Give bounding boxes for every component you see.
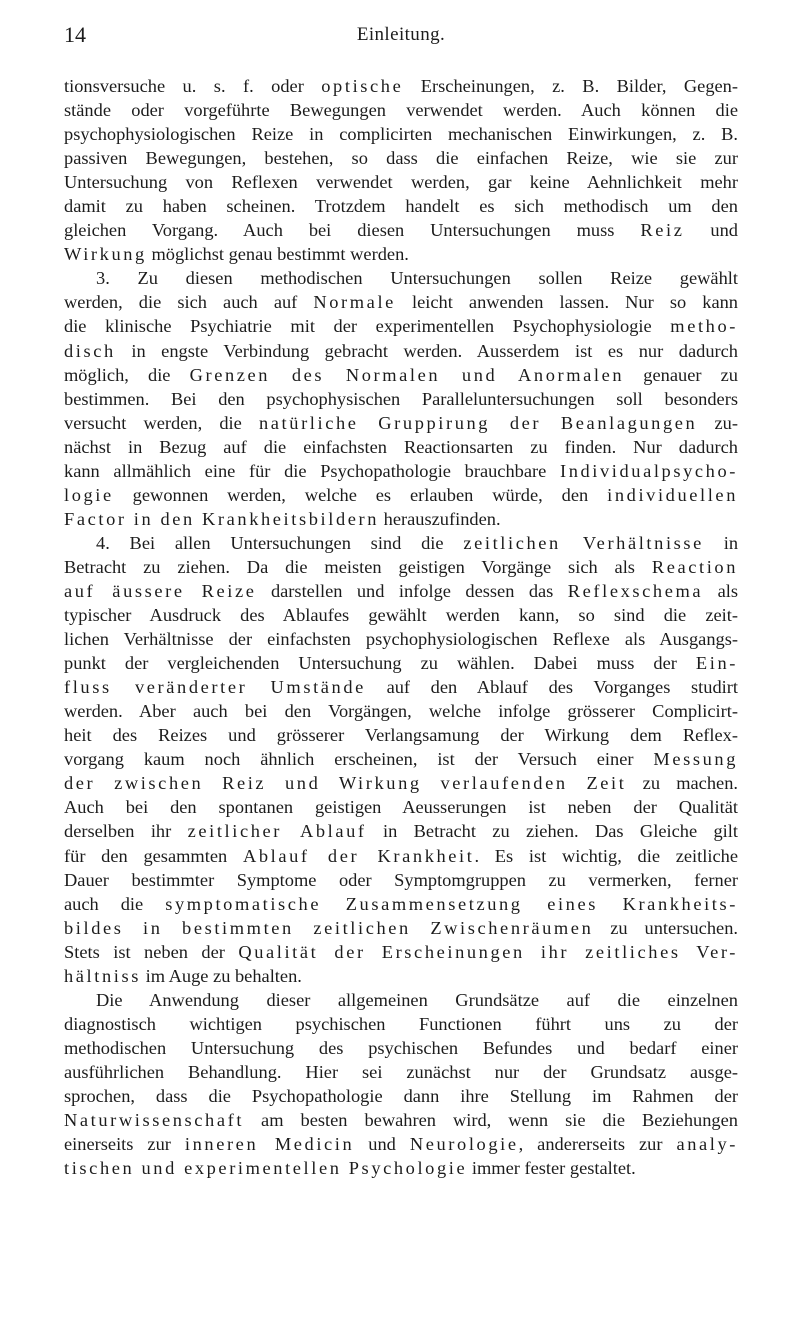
text-line (64, 483, 738, 507)
text-segment: methodischen Untersuchung des psychischen Befundes und bedarf einer (64, 1037, 738, 1058)
text-segment: gewonnen werden, welche es erlauben würde, den (113, 484, 608, 505)
running-head: Einleitung. (356, 24, 446, 45)
text-segment: diagnostisch wichtigen psychischen Functionen führt uns zu der (64, 1013, 738, 1034)
text-segment: lichen Verhältnisse der einfachsten psychophysiologischen Reflexe als Ausgangs- (64, 629, 738, 650)
text-line (64, 146, 738, 170)
text-segment: im Auge zu behalten. (141, 965, 302, 986)
text-segment: psychophysiologischen Reize in complicirten mechanischen Einwirkungen, z. B. (64, 124, 738, 145)
text-segment: leicht anwenden lassen. Nur so kann (395, 292, 738, 313)
text-line (64, 1108, 738, 1132)
text-segment: auf den Ablauf des Vorganges studirt (365, 677, 738, 698)
spaced-emphasis: Normale (313, 292, 396, 313)
spaced-emphasis: Ablauf der Krankheit (242, 845, 475, 866)
text-line (64, 579, 738, 603)
text-segment: immer fester gestaltet. (467, 1158, 636, 1179)
text-segment: . Es ist wichtig, die zeitliche (474, 845, 738, 866)
text-line (64, 795, 738, 819)
text-line (64, 964, 738, 988)
spaced-emphasis: der zwischen Reiz und Wirkung verlaufenden Zeit (64, 773, 627, 794)
text-segment: nächst in Bezug auf die einfachsten Reactionsarten zu finden. Nur dadurch (64, 436, 738, 457)
spaced-emphasis: disch (64, 340, 116, 361)
text-segment: für den gesammten (64, 845, 243, 866)
text-segment: Die Anwendung dieser allgemeinen Grundsätze auf die einzelnen (96, 989, 738, 1010)
text-line (64, 651, 738, 675)
spaced-emphasis: bildes in bestimmten zeitlichen Zwischenräumen (64, 917, 594, 938)
text-segment: Auch bei den spontanen geistigen Aeusserungen ist neben der Qualität (64, 797, 738, 818)
text-line (64, 266, 738, 290)
text-segment: 3. Zu diesen methodischen Untersuchungen sollen Reize gewählt (96, 268, 738, 289)
text-segment: Stets ist neben der (64, 941, 239, 962)
text-segment: auch die (64, 893, 166, 914)
text-line (64, 844, 738, 868)
text-line (64, 98, 738, 122)
text-segment: möglich, die (64, 364, 190, 385)
text-line (64, 603, 738, 627)
text-segment: werden. Aber auch bei den Vorgängen, welche infolge grösserer Complicirt- (64, 701, 738, 722)
text-segment: vorgang kaum noch ähnlich erscheinen, ist der Versuch einer (64, 749, 654, 770)
page-number: 14 (64, 22, 86, 47)
spaced-emphasis: tischen und experimentellen Psychologie (64, 1158, 468, 1179)
text-line (64, 1036, 738, 1060)
text-segment: als (703, 580, 738, 601)
spaced-emphasis: metho- (670, 316, 738, 337)
text-segment: derselben ihr (64, 821, 188, 842)
spaced-emphasis: Factor in den Krankheitsbildern (64, 508, 380, 529)
text-segment: tionsversuche u. s. f. oder (64, 76, 322, 96)
text-segment: Erscheinungen, z. B. Bilder, Gegen- (403, 76, 738, 96)
text-segment: Untersuchung von Reflexen verwendet werden, gar keine Aehnlichkeit mehr (64, 172, 738, 193)
text-line (64, 242, 738, 266)
text-segment: bestimmen. Bei den psychophysischen Paralleluntersuchungen soll besonders (64, 388, 738, 409)
text-line (64, 868, 738, 892)
spaced-emphasis: optische (321, 76, 404, 96)
text-segment: genauer zu (624, 364, 738, 385)
text-line (64, 507, 738, 531)
text-segment: punkt der vergleichenden Untersuchung zu wählen. Dabei muss der (64, 653, 696, 674)
text-segment: heit des Reizes und grösserer Verlangsamung der Wirkung dem Reflex- (64, 725, 738, 746)
spaced-emphasis: logie (64, 484, 114, 505)
spaced-emphasis: Reaction (651, 556, 738, 577)
spaced-emphasis: Neurologie (409, 1134, 519, 1155)
spaced-emphasis: Naturwissenschaft (64, 1110, 245, 1131)
text-line (64, 122, 738, 146)
spaced-emphasis: analy- (676, 1134, 738, 1155)
text-line (64, 387, 738, 411)
text-segment: kann allmählich eine für die Psychopathologie brauchbare (64, 460, 560, 481)
text-segment: typischer Ausdruck des Ablaufes gewählt werden kann, so sind die zeit- (64, 605, 738, 626)
text-line (64, 771, 738, 795)
text-segment: einerseits zur (64, 1134, 185, 1155)
spaced-emphasis: Wirkung (64, 244, 147, 265)
spaced-emphasis: Messung (653, 749, 738, 770)
text-line (64, 1156, 738, 1180)
text-line (64, 1132, 738, 1156)
spaced-emphasis: symptomatische Zusammensetzung eines Krankheits- (165, 893, 738, 914)
spaced-emphasis: zeitlicher Ablauf (187, 821, 367, 842)
text-line (64, 194, 738, 218)
spaced-emphasis: Individualpsycho- (559, 460, 738, 481)
text-line (64, 916, 738, 940)
spaced-emphasis: individuellen (607, 484, 738, 505)
text-line (64, 940, 738, 964)
spaced-emphasis: fluss veränderter Umstände (64, 677, 366, 698)
text-segment: zu- (697, 412, 738, 433)
text-line (64, 1012, 738, 1036)
text-segment: sprochen, dass die Psychopathologie dann ihre Stellung im Rahmen der (64, 1085, 738, 1106)
text-segment: in (703, 532, 738, 553)
spaced-emphasis: Reflexschema (567, 580, 704, 601)
text-segment: am besten bewahren wird, wenn sie die Beziehungen (244, 1110, 738, 1131)
text-line (64, 218, 738, 242)
text-line (64, 555, 738, 579)
spaced-emphasis: hältniss (64, 965, 141, 986)
text-segment: gleichen Vorgang. Auch bei diesen Untersuchungen muss (64, 220, 641, 241)
spaced-emphasis: inneren Medicin (184, 1134, 355, 1155)
spaced-emphasis: Ein- (695, 653, 738, 674)
text-segment: passiven Bewegungen, bestehen, so dass die einfachen Reize, wie sie zur (64, 148, 738, 169)
text-segment: in engste Verbindung gebracht werden. Ausserdem ist es nur dadurch (115, 340, 738, 361)
text-segment: , andererseits zur (518, 1134, 677, 1155)
text-line (64, 747, 738, 771)
page-header (64, 22, 738, 48)
spaced-emphasis: natürliche Gruppirung der Beanlagungen (259, 412, 698, 433)
text-line (64, 892, 738, 916)
text-line (64, 819, 738, 843)
text-segment: und (684, 220, 738, 241)
text-line (64, 627, 738, 651)
spaced-emphasis: Qualität der Erscheinungen ihr zeitliches Ver- (238, 941, 738, 962)
spaced-emphasis: auf äussere Reize (64, 580, 257, 601)
text-segment: zu untersuchen. (593, 917, 738, 938)
text-segment: versucht werden, die (64, 412, 259, 433)
text-segment: in Betracht zu ziehen. Das Gleiche gilt (366, 821, 738, 842)
text-segment: möglichst genau bestimmt werden. (146, 244, 409, 265)
text-line (64, 1084, 738, 1108)
text-line (64, 339, 738, 363)
text-line (64, 699, 738, 723)
text-segment: werden, die sich auch auf (64, 292, 314, 313)
text-segment: zu machen. (626, 773, 738, 794)
text-line (64, 314, 738, 338)
spaced-emphasis: Reiz (640, 220, 685, 241)
text-line (64, 988, 738, 1012)
text-segment: herauszufinden. (379, 508, 501, 529)
text-segment: und (354, 1134, 410, 1155)
body-text (64, 74, 738, 1180)
text-segment: Betracht zu ziehen. Da die meisten geistigen Vorgänge sich als (64, 556, 652, 577)
text-segment: 4. Bei allen Untersuchungen sind die (96, 532, 464, 553)
text-segment: darstellen und infolge dessen das (256, 580, 568, 601)
text-line (64, 531, 738, 555)
spaced-emphasis: Grenzen des Normalen und Anormalen (189, 364, 625, 385)
text-line (64, 290, 738, 314)
text-line (64, 363, 738, 387)
text-line (64, 435, 738, 459)
text-line (64, 723, 738, 747)
text-segment: stände oder vorgeführte Bewegungen verwendet werden. Auch können die (64, 100, 738, 121)
text-line (64, 74, 738, 98)
text-line (64, 675, 738, 699)
text-line (64, 170, 738, 194)
text-segment: Dauer bestimmter Symptome oder Symptomgruppen zu vermerken, ferner (64, 869, 738, 890)
spaced-emphasis: zeitlichen Verhältnisse (463, 532, 704, 553)
text-line (64, 411, 738, 435)
text-segment: die klinische Psychiatrie mit der experimentellen Psychophysiologie (64, 316, 671, 337)
text-line (64, 459, 738, 483)
text-line (64, 1060, 738, 1084)
text-segment: damit zu haben scheinen. Trotzdem handelt es sich methodisch um den (64, 196, 738, 217)
text-segment: ausführlichen Behandlung. Hier sei zunächst nur der Grundsatz ausge- (64, 1061, 738, 1082)
